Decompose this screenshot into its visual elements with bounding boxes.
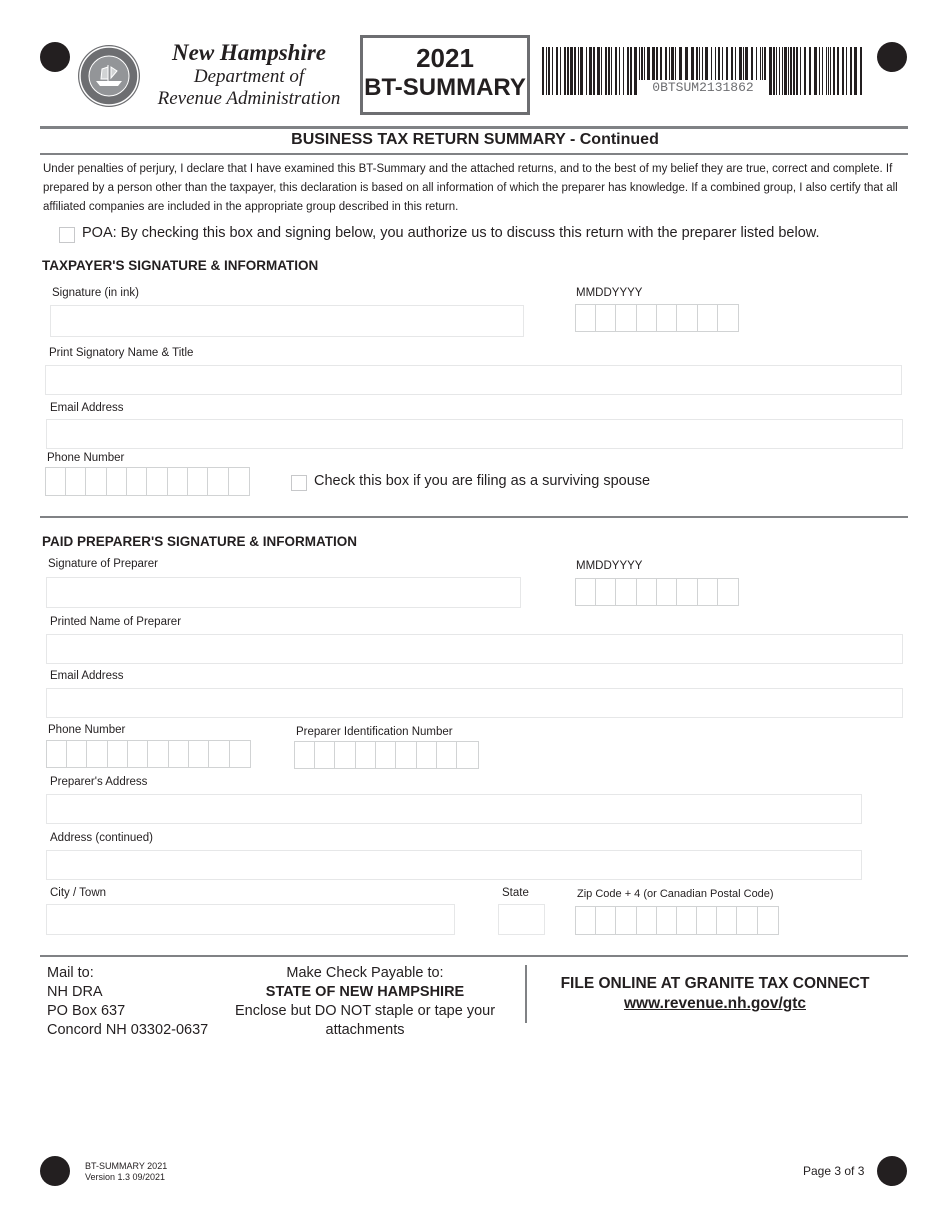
taxpayer-name-field[interactable] — [45, 365, 902, 395]
form-version-block — [85, 1161, 167, 1183]
preparer-address-label: Preparer's Address — [50, 776, 148, 788]
taxpayer-email-label: Email Address — [50, 402, 124, 414]
taxpayer-phone-label: Phone Number — [47, 452, 125, 464]
form-version: Version 1.3 09/2021 — [85, 1172, 166, 1182]
file-online-link[interactable]: www.revenue.nh.gov/gtc — [623, 995, 806, 1012]
check-line4: attachments — [325, 1022, 405, 1038]
form-year: 2021 — [416, 43, 474, 73]
footer-separator — [525, 965, 527, 1023]
form-id-footer: BT-SUMMARY 2021 — [85, 1161, 168, 1171]
section-divider — [40, 516, 908, 518]
footer-divider — [40, 955, 908, 957]
agency-line2: Revenue Administration — [157, 88, 341, 109]
form-id-box — [360, 35, 530, 115]
preparer-address2-field[interactable] — [46, 850, 862, 880]
preparer-zip-field[interactable] — [575, 906, 779, 935]
surviving-spouse-checkbox[interactable] — [291, 475, 307, 491]
check-line3: Enclose but DO NOT staple or tape your — [234, 1003, 496, 1019]
taxpayer-signature-label: Signature (in ink) — [52, 287, 139, 299]
perjury-declaration: Under penalties of perjury, I declare that I have examined this BT-Summary and the attached returns, and to the best of my belief they are true, correct and complete. If prepared by a person other than the taxpayer, this declaration is based on all information of which the preparer has knowledge. If a combined group, I also certify that all affiliated companies are included in the appropriate group described in this return. — [43, 163, 898, 213]
preparer-address-field[interactable] — [46, 794, 862, 824]
preparer-state-field[interactable] — [498, 904, 545, 935]
preparer-phone-field[interactable] — [46, 740, 251, 768]
check-payable-block — [225, 964, 505, 1040]
preparer-signature-label: Signature of Preparer — [48, 558, 158, 570]
mail-line: PO Box 637 — [47, 1003, 126, 1019]
taxpayer-heading: TAXPAYER'S SIGNATURE & INFORMATION — [42, 258, 319, 273]
form-name: BT-SUMMARY — [364, 74, 526, 101]
preparer-state-label: State — [502, 887, 529, 899]
preparer-date-field[interactable] — [575, 578, 739, 606]
mail-line: NH DRA — [47, 984, 103, 1000]
file-online-block — [545, 974, 885, 1014]
preparer-id-label: Preparer Identification Number — [296, 726, 453, 738]
preparer-zip-label: Zip Code + 4 (or Canadian Postal Code) — [577, 888, 774, 900]
preparer-name-field[interactable] — [46, 634, 903, 664]
taxpayer-date-label: MMDDYYYY — [576, 287, 643, 299]
preparer-email-field[interactable] — [46, 688, 903, 718]
registration-mark — [877, 42, 907, 72]
title-divider — [40, 153, 908, 155]
agency-line1: Department of — [193, 66, 305, 87]
section-title: BUSINESS TAX RETURN SUMMARY - Continued — [291, 131, 659, 148]
page-number: Page 3 of 3 — [803, 1164, 865, 1178]
registration-mark — [877, 1156, 907, 1186]
taxpayer-phone-field[interactable] — [45, 467, 250, 496]
mail-line: Concord NH 03302-0637 — [47, 1022, 209, 1038]
barcode-number: 0BTSUM2131862 — [638, 80, 768, 96]
check-line2: STATE OF NEW HAMPSHIRE — [265, 984, 465, 1000]
agency-name — [140, 40, 358, 110]
preparer-email-label: Email Address — [50, 670, 124, 682]
preparer-phone-label: Phone Number — [48, 724, 126, 736]
taxpayer-date-field[interactable] — [575, 304, 739, 332]
poa-checkbox[interactable] — [59, 227, 75, 243]
poa-label: POA: By checking this box and signing below, you authorize us to discuss this return with the preparer listed below. — [82, 225, 820, 241]
registration-mark — [40, 1156, 70, 1186]
header-divider — [40, 126, 908, 129]
mail-to-block — [47, 964, 208, 1040]
preparer-date-label: MMDDYYYY — [576, 560, 643, 572]
preparer-id-field[interactable] — [294, 741, 479, 769]
preparer-city-label: City / Town — [50, 887, 107, 899]
preparer-signature-field[interactable] — [46, 577, 521, 608]
preparer-heading: PAID PREPARER'S SIGNATURE & INFORMATION — [42, 534, 357, 549]
surviving-spouse-label: Check this box if you are filing as a surviving spouse — [314, 473, 651, 489]
taxpayer-signature-field[interactable] — [50, 305, 524, 337]
check-line1: Make Check Payable to: — [286, 965, 444, 981]
taxpayer-name-label: Print Signatory Name & Title — [49, 347, 194, 359]
preparer-city-field[interactable] — [46, 904, 455, 935]
mail-line: Mail to: — [47, 965, 94, 981]
agency-state: New Hampshire — [172, 40, 326, 65]
preparer-address2-label: Address (continued) — [50, 832, 153, 844]
file-online-heading: FILE ONLINE AT GRANITE TAX CONNECT — [560, 975, 870, 992]
taxpayer-email-field[interactable] — [46, 419, 903, 449]
registration-mark — [40, 42, 70, 72]
preparer-name-label: Printed Name of Preparer — [50, 616, 182, 628]
state-seal-icon — [78, 45, 140, 107]
